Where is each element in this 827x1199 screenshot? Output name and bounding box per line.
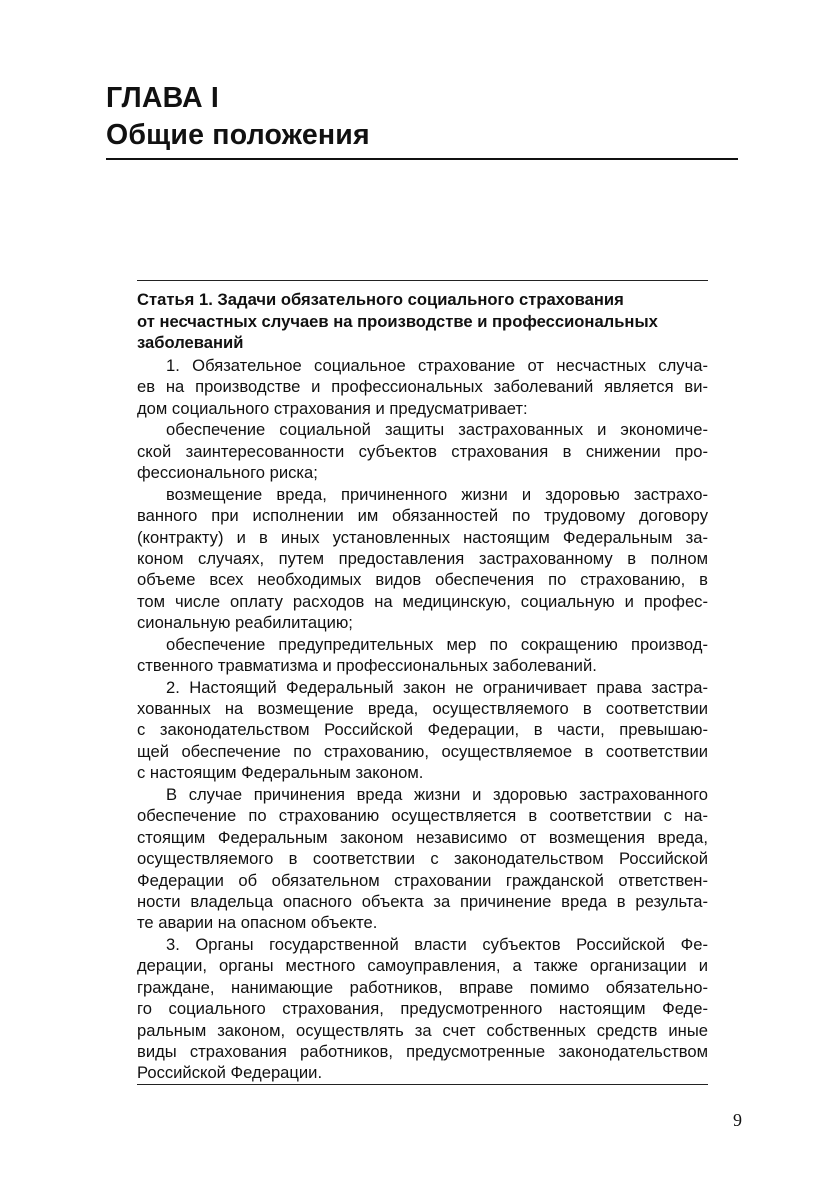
text-line: 1. Обязательное социальное страхование от несчастных случа- xyxy=(166,356,708,375)
text-line: те аварии на опасном объекте. xyxy=(137,913,378,933)
text-line: осуществляемого в соответствии с законодательством Российской xyxy=(137,849,708,869)
text-line: обеспечение предупредительных мер по сокращению производ- xyxy=(166,634,708,654)
text-line: го социального страхования, предусмотренного настоящим Феде- xyxy=(137,999,708,1019)
article-bottom-divider xyxy=(137,1084,708,1085)
paragraph xyxy=(137,634,708,677)
text-line: ев на производстве и профессиональных заболеваний является ви- xyxy=(137,377,708,397)
text-line: щей обеспечение по страхованию, осуществляемое в соответствии xyxy=(137,741,708,761)
text-line: том числе оплату расходов на медицинскую, социальную и профес- xyxy=(137,591,708,611)
page-number: 9 xyxy=(733,1110,742,1130)
text-line: ванного при исполнении им обязанностей по трудовому договору xyxy=(137,506,708,526)
text-line: объеме всех необходимых видов обеспечения по страхованию, в xyxy=(137,570,708,590)
text-line: дерации, органы местного самоуправления, а также организации и xyxy=(137,956,708,976)
text-line: дом социального страхования и предусматривает: xyxy=(137,398,528,418)
paragraph xyxy=(137,677,708,784)
text-line: коном случаях, путем предоставления застрахованному в полном xyxy=(137,548,708,568)
chapter-title: Общие положения xyxy=(106,119,370,151)
chapter-divider xyxy=(106,158,738,160)
text-line: граждане, нанимающие работников, вправе помимо обязательно- xyxy=(137,977,708,997)
text-line: виды страхования работников, предусмотренные законодательством xyxy=(137,1042,708,1061)
article-body xyxy=(137,355,708,1084)
text-line: Федерации об обязательном страховании гражданской ответствен- xyxy=(137,870,708,890)
text-line: (контракту) и в иных установленных настоящим Федеральным за- xyxy=(137,527,708,547)
text-line: 2. Настоящий Федеральный закон не ограничивает права застра- xyxy=(166,677,708,697)
paragraph xyxy=(137,784,708,934)
article-title-line: от несчастных случаев на производстве и профессиональных xyxy=(137,311,658,331)
text-line: возмещение вреда, причиненного жизни и здоровью застрахо- xyxy=(166,484,708,504)
paragraph xyxy=(137,934,708,1084)
chapter-heading xyxy=(106,80,738,154)
article-title-line: заболеваний xyxy=(137,333,244,352)
paragraph xyxy=(137,355,708,419)
paragraph xyxy=(137,419,708,483)
text-line: ности владельца опасного объекта за причинение вреда в результа- xyxy=(137,891,708,911)
text-line: ральным законом, осуществлять за счет собственных средств иные xyxy=(137,1020,708,1040)
chapter-label: ГЛАВА I xyxy=(106,82,220,114)
article-title xyxy=(137,289,708,354)
text-line: с настоящим Федеральным законом. xyxy=(137,763,424,783)
text-line: с законодательством Российской Федерации, в части, превышаю- xyxy=(137,720,708,740)
text-line: фессионального риска; xyxy=(137,463,318,483)
article-title-line: Статья 1. Задачи обязательного социального страхования xyxy=(137,290,624,309)
text-line: сиональную реабилитацию; xyxy=(137,613,353,633)
text-line: обеспечение по страхованию осуществляется в соответствии с на- xyxy=(137,806,708,826)
text-line: обеспечение социальной защиты застрахованных и экономиче- xyxy=(166,420,708,440)
article-top-divider xyxy=(137,280,708,281)
paragraph xyxy=(137,484,708,634)
text-line: 3. Органы государственной власти субъектов Российской Фе- xyxy=(166,934,708,954)
text-line: Российской Федерации. xyxy=(137,1063,323,1083)
text-line: ственного травматизма и профессиональных заболеваний. xyxy=(137,656,597,676)
text-line: ской заинтересованности субъектов страхования в снижении про- xyxy=(137,441,708,461)
text-line: хованных на возмещение вреда, осуществляемого в соответствии xyxy=(137,699,708,718)
text-line: стоящим Федеральным законом независимо от возмещения вреда, xyxy=(137,827,708,847)
text-line: В случае причинения вреда жизни и здоровью застрахованного xyxy=(166,784,708,804)
